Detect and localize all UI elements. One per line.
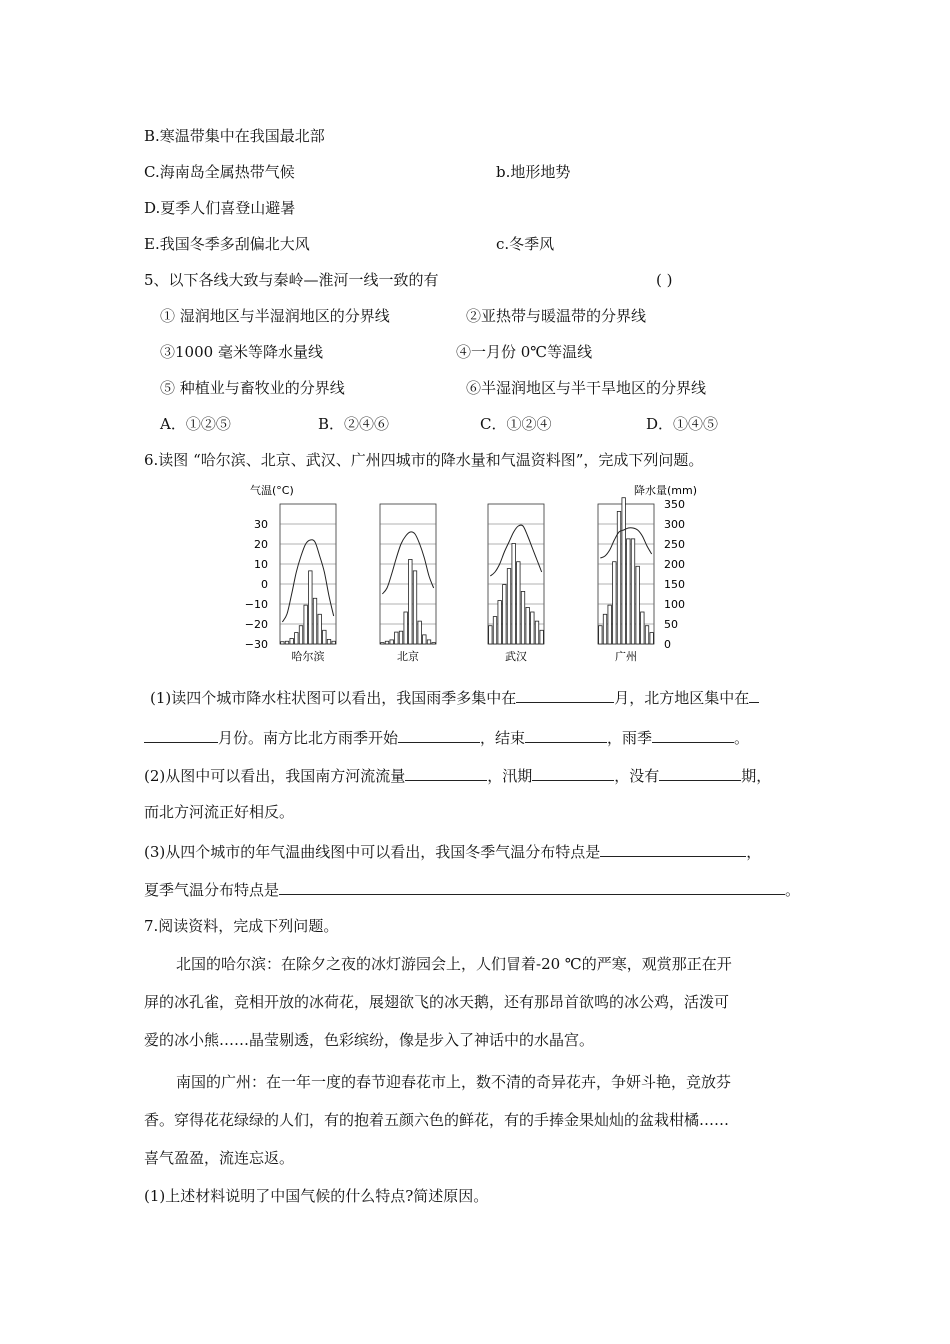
q5-stem: 5、以下各线大致与秦岭—淮河一线一致的有	[144, 271, 439, 289]
q6-sub2-text-d: 期，	[741, 767, 772, 785]
precip-bar	[521, 591, 524, 644]
precip-bar	[622, 498, 625, 644]
precip-bar	[645, 626, 648, 644]
precip-bar	[385, 641, 388, 644]
q5-answer-paren: ( )	[656, 271, 673, 289]
precip-bar	[281, 642, 284, 644]
q6-sub3-text-c: 夏季气温分布特点是	[144, 881, 280, 899]
q6-sub3-text-d: 。	[785, 881, 801, 899]
city-panel	[380, 504, 436, 663]
temp-tick-label: 0	[261, 578, 268, 591]
precip-tick-label: 100	[664, 598, 685, 611]
temp-tick-label: −30	[244, 638, 268, 651]
precip-bar	[650, 633, 653, 644]
temp-tick-label: 30	[254, 518, 268, 531]
q6-sub2-text-a: (2)从图中可以看出，我国南方河流流量	[144, 767, 406, 785]
precip-bar	[423, 635, 426, 644]
precip-bar	[318, 614, 321, 644]
precip-bar	[323, 630, 326, 644]
precip-bar	[631, 539, 634, 644]
q6-sub1-blank-end	[525, 726, 607, 743]
precip-tick-label: 300	[664, 518, 685, 531]
precip-bar	[507, 569, 510, 644]
precip-bar	[304, 605, 307, 644]
q6-sub1-blank-months	[516, 686, 614, 703]
precip-bar	[517, 562, 520, 644]
precip-bar	[489, 626, 492, 644]
q6-sub3-text-b: ，	[746, 843, 762, 861]
q5-option-a: A．①②⑤	[160, 415, 231, 433]
precip-tick-label: 350	[664, 498, 685, 511]
climate-chart	[230, 478, 710, 668]
precip-bar	[409, 559, 412, 644]
q6-sub1-blank-north	[144, 726, 218, 743]
city-label: 北京	[397, 650, 419, 663]
q6-sub2-blank-period	[659, 764, 741, 781]
precip-bar	[418, 621, 421, 644]
q5-item-1: ① 湿润地区与半湿润地区的分界线	[160, 307, 390, 325]
precip-tick-label: 150	[664, 578, 685, 591]
panel-frame	[380, 504, 436, 644]
q6-stem: 6.读图 “哈尔滨、北京、武汉、广州四城市的降水量和气温资料图”，完成下列问题。	[144, 451, 704, 469]
q5-item-4: ④一月份 0℃等温线	[456, 343, 593, 361]
precip-bar	[613, 562, 616, 644]
q6-sub3-blank-summer	[279, 878, 785, 895]
q4-match-c: c.冬季风	[496, 235, 555, 253]
q6-sub2-blank-flow	[405, 764, 487, 781]
city-label: 武汉	[505, 650, 527, 663]
precip-bar	[531, 612, 534, 644]
precip-tick-label: 250	[664, 538, 685, 551]
q6-sub1-blank-start	[398, 726, 480, 743]
q5-item-2: ②亚热带与暖温带的分界线	[466, 307, 647, 325]
precip-bar	[295, 633, 298, 644]
q4-item-e: E.我国冬季多刮偏北大风	[144, 235, 310, 253]
precip-bar	[493, 617, 496, 644]
precip-bar	[390, 640, 393, 644]
q6-sub1-text-f: 。	[734, 729, 750, 747]
q7-para2-line1: 南国的广州：在一年一度的春节迎春花市上，数不清的奇异花卉，争妍斗艳，竞放芬	[176, 1073, 732, 1091]
q4-item-b: B.寒温带集中在我国最北部	[144, 127, 325, 145]
precip-bar	[627, 539, 630, 644]
city-label: 哈尔滨	[291, 650, 325, 663]
q6-sub1-line1	[150, 686, 759, 708]
q7-para1-line1: 北国的哈尔滨：在除夕之夜的冰灯游园会上，人们冒着-20 ℃的严寒，观赏那正在开	[176, 955, 732, 973]
q5-item-5: ⑤ 种植业与畜牧业的分界线	[160, 379, 345, 397]
temp-axis-label: 气温(°C)	[250, 484, 294, 497]
temp-tick-label: 20	[254, 538, 268, 551]
precip-axis-label: 降水量(mm)	[634, 484, 698, 497]
q6-sub1-text-a: (1)读四个城市降水柱状图可以看出，我国雨季多集中在	[150, 689, 517, 707]
precip-bar	[432, 643, 435, 644]
q7-para1-line2: 屏的冰孔雀，竞相开放的冰荷花，展翅欲飞的冰天鹅，还有那昂首欲鸣的冰公鸡，活泼可	[144, 993, 730, 1011]
q6-sub1-text-c: 月份。南方比北方雨季开始	[218, 729, 399, 747]
precip-bar	[332, 641, 335, 644]
precip-bar	[404, 612, 407, 644]
q6-sub3-line1	[144, 840, 761, 862]
temp-tick-label: 10	[254, 558, 268, 571]
q4-match-b: b.地形地势	[496, 163, 571, 181]
precip-bar	[535, 621, 538, 644]
q6-sub1-line2	[144, 726, 749, 748]
q6-sub2-text-c: ，没有	[614, 767, 660, 785]
precip-bar	[503, 585, 506, 644]
q6-sub3-blank-winter	[600, 840, 746, 857]
precip-bar	[290, 639, 293, 644]
precip-bar	[603, 614, 606, 644]
precip-bar	[309, 571, 312, 644]
q6-sub2-line1	[144, 764, 771, 786]
q6-sub2-line2: 而北方河流正好相反。	[144, 803, 295, 821]
q4-item-c: C.海南岛全属热带气候	[144, 163, 295, 181]
precip-bar	[395, 632, 398, 644]
q6-sub1-text-e: ，雨季	[607, 729, 653, 747]
q5-item-3: ③1000 毫米等降水量线	[160, 343, 323, 361]
precip-bar	[299, 626, 302, 644]
precip-tick-label: 50	[664, 618, 678, 631]
q7-sub1: (1)上述材料说明了中国气候的什么特点?简述原因。	[144, 1187, 489, 1205]
precip-tick-label: 0	[664, 638, 671, 651]
q6-sub1-text-d: ，结束	[480, 729, 526, 747]
q5-option-b: B．②④⑥	[318, 415, 390, 433]
precip-bar	[540, 630, 543, 644]
temp-tick-label: −10	[244, 598, 268, 611]
q6-sub2-text-b: ，汛期	[487, 767, 533, 785]
precip-bar	[285, 641, 288, 644]
precip-bar	[399, 631, 402, 644]
precip-bar	[608, 605, 611, 644]
precip-bar	[381, 643, 384, 644]
q7-para2-line2: 香。穿得花花绿绿的人们，有的抱着五颜六色的鲜花，有的手捧金果灿灿的盆栽柑橘……	[144, 1111, 730, 1129]
precip-bar	[636, 566, 639, 644]
q6-sub1-blank-north-start	[749, 686, 759, 703]
city-panel	[598, 498, 654, 663]
q7-para2-line3: 喜气盈盈，流连忘返。	[144, 1149, 295, 1167]
q6-sub3-line2	[144, 878, 800, 900]
q7-para1-line3: 爱的冰小熊……晶莹剔透，色彩缤纷，像是步入了神话中的水晶宫。	[144, 1031, 595, 1049]
precip-bar	[313, 598, 316, 644]
q6-sub2-blank-flood	[532, 764, 614, 781]
precip-bar	[526, 607, 529, 644]
city-panel	[488, 504, 544, 663]
q6-sub1-blank-season	[652, 726, 734, 743]
q6-sub1-text-b: 月，北方地区集中在	[614, 689, 750, 707]
q7-stem: 7.阅读资料，完成下列问题。	[144, 917, 339, 935]
q4-item-d: D.夏季人们喜登山避暑	[144, 199, 296, 217]
panel-frame	[280, 504, 336, 644]
precip-bar	[498, 601, 501, 644]
precip-bar	[327, 639, 330, 644]
city-panel	[280, 504, 336, 663]
precip-tick-label: 200	[664, 558, 685, 571]
q5-item-6: ⑥半湿润地区与半干旱地区的分界线	[466, 379, 707, 397]
q5-option-d: D．①④⑤	[646, 415, 719, 433]
precip-bar	[413, 571, 416, 644]
q5-option-c: C．①②④	[480, 415, 552, 433]
precip-bar	[641, 612, 644, 644]
q6-sub3-text-a: (3)从四个城市的年气温曲线图中可以看出，我国冬季气温分布特点是	[144, 843, 601, 861]
temp-tick-label: −20	[244, 618, 268, 631]
precip-bar	[427, 640, 430, 644]
city-label: 广州	[615, 650, 637, 663]
precip-bar	[599, 626, 602, 644]
precip-bar	[512, 543, 515, 644]
